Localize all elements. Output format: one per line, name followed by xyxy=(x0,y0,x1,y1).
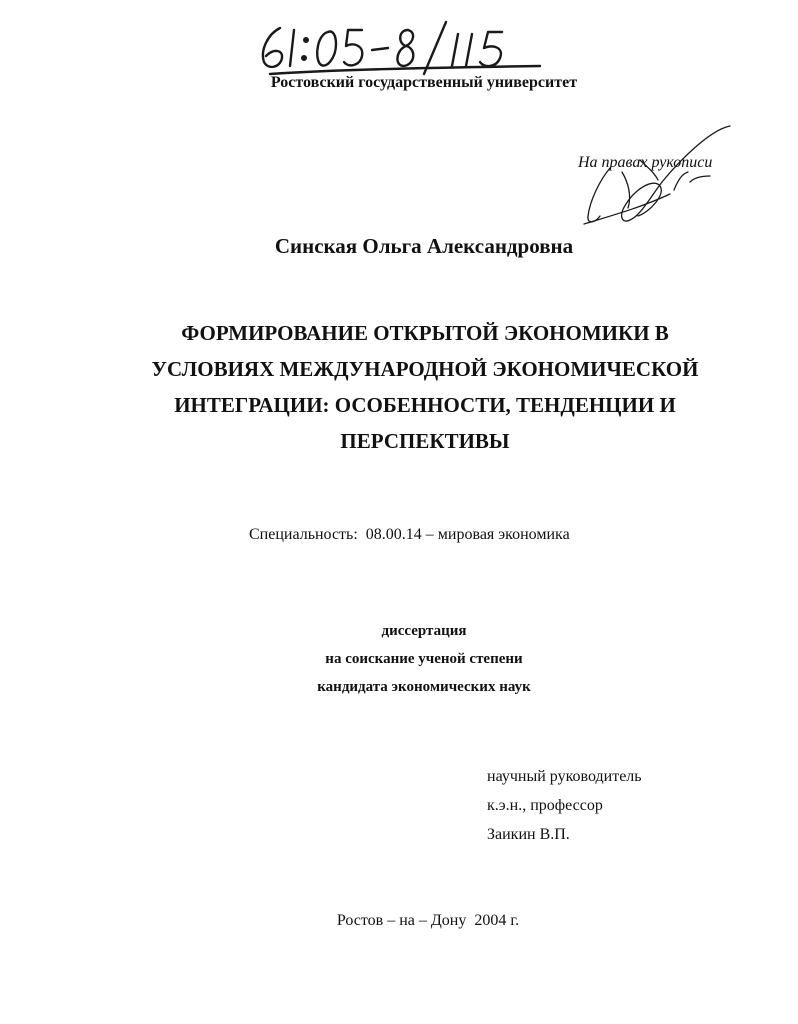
manuscript-rights-label: На правах рукописи xyxy=(578,154,713,171)
degree-line: кандидата экономических наук xyxy=(317,679,531,695)
title-line: ИНТЕГРАЦИИ: ОСОБЕННОСТИ, ТЕНДЕНЦИИ И xyxy=(174,393,676,417)
speciality-label: Специальность: xyxy=(249,526,358,543)
supervisor-name: Заикин В.П. xyxy=(487,826,570,843)
author-name: Синская Ольга Александровна xyxy=(274,234,574,258)
degree-statement xyxy=(0,617,798,701)
title-line: ПЕРСПЕКТИВЫ xyxy=(340,429,510,453)
handwritten-catalog-number xyxy=(250,10,560,80)
title-line: ФОРМИРОВАНИЕ ОТКРЫТОЙ ЭКОНОМИКИ В xyxy=(181,321,669,345)
supervisor-block xyxy=(487,762,642,849)
speciality xyxy=(249,526,570,544)
title-line: УСЛОВИЯХ МЕЖДУНАРОДНОЙ ЭКОНОМИЧЕСКОЙ xyxy=(151,357,699,381)
city-year xyxy=(0,912,798,930)
year: 2004 г. xyxy=(474,912,520,929)
city: Ростов – на – Дону xyxy=(336,912,467,929)
dissertation-title xyxy=(140,315,710,459)
supervisor-title: к.э.н., профессор xyxy=(487,797,603,814)
degree-line: на соискание ученой степени xyxy=(325,651,523,667)
svg-text:61:05-8/115: 61:05-8/115 xyxy=(250,10,255,11)
signature-mark xyxy=(570,120,740,230)
speciality-value: 08.00.14 – мировая экономика xyxy=(365,526,570,543)
university-name: Ростовский государственный университет xyxy=(270,74,578,91)
degree-line: диссертация xyxy=(381,623,467,639)
supervisor-role: научный руководитель xyxy=(487,768,642,785)
